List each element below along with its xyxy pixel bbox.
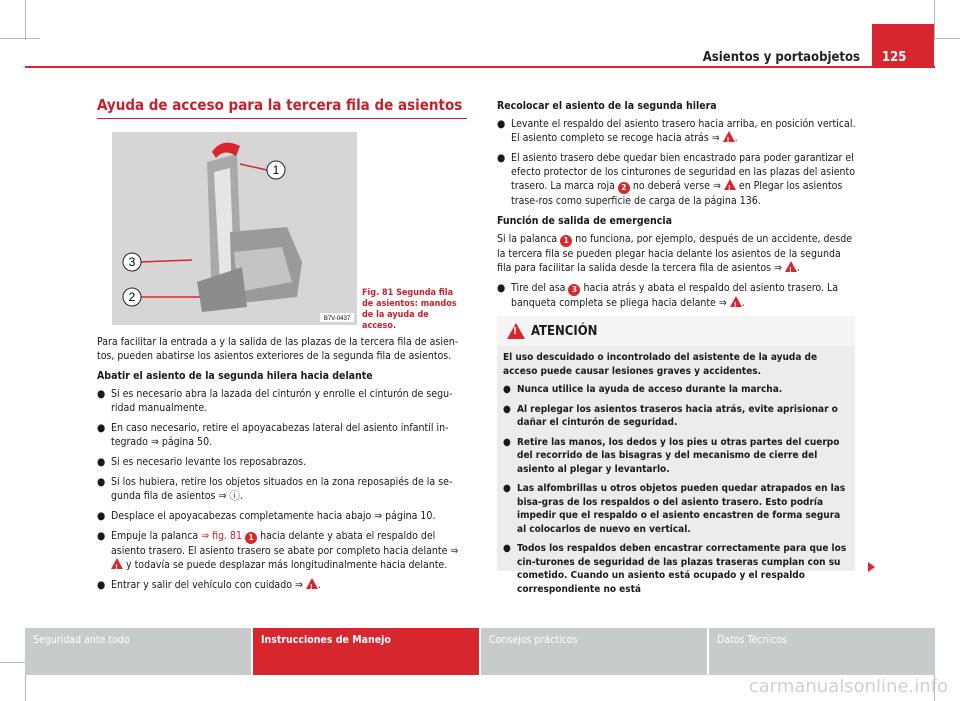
warning-text (503, 351, 851, 602)
warning-item: ● Nunca utilice la ayuda de acceso durante la marcha. (503, 384, 783, 395)
warning-header (497, 316, 855, 346)
callout-number: 1 (560, 235, 572, 247)
header-rule (25, 66, 935, 68)
seat-figure (112, 132, 357, 325)
warning-icon (724, 179, 736, 190)
section-title: Ayuda de acceso para la tercera fila de asientos (97, 96, 463, 114)
callout-number: 3 (568, 284, 580, 296)
continue-arrow-icon (868, 562, 875, 572)
page-number: 125 (882, 50, 907, 65)
list-item: ● Si es necesario abra la lazada del cinturón y enrolle el cinturón de segu-ridad manualmente. (97, 388, 453, 414)
figure-label: 3 (128, 255, 136, 269)
figure-link[interactable]: ⇒ fig. 81 (201, 530, 243, 542)
warning-item: ● Retire las manos, los dedos y los pies u otras partes del cuerpo del recorrido de las bisagras y del mecanismo de cierre del asiento al plegar y levantarlo. (503, 436, 840, 475)
warning-icon (306, 578, 318, 589)
warning-title: ATENCIÓN (531, 324, 598, 339)
callout-number: 1 (245, 532, 257, 544)
warning-item: ● Las alfombrillas u otros objetos pueden quedar atrapados en las bisa-gras de los respaldos o del asiento trasero. Esto podría impedir que el respaldo o el asiento encastren de forma segura al colocarlos de nuevo en vertical. (503, 483, 846, 535)
footer-tabs (25, 628, 935, 675)
list-item: ● Levante el respaldo del asiento trasero hacia arriba, en posición vertical. El asiento completo se recoge hacia atrás ⇒ ! . (497, 117, 857, 145)
footer-tab-seguridad[interactable]: Seguridad ante todo (25, 628, 251, 675)
list-item: ● El asiento trasero debe quedar bien encastrado para poder garantizar el efecto protector de los cinturones de seguridad en las plazas del asiento trasero. La marca roja 2 no deberá verse ⇒ ! en Plegar los asientos trase-ros como superficie de carga de la página 136. (497, 151, 857, 208)
warning-triangle-icon (507, 323, 525, 339)
info-icon: ⓘ (229, 490, 240, 502)
footer-tab-datos[interactable]: Datos Técnicos (709, 628, 935, 675)
warning-icon (111, 558, 123, 569)
figure-label: 1 (272, 163, 280, 177)
warning-intro: El uso descuidado o incontrolado del asistente de la ayuda de acceso puede causar lesiones graves y accidentes. (503, 352, 818, 377)
footer-tab-consejos[interactable]: Consejos prácticos (481, 628, 707, 675)
callout-number: 2 (618, 182, 630, 194)
seat-illustration (112, 132, 357, 325)
right-column (497, 99, 857, 316)
title-rule (97, 118, 467, 119)
figure-caption: Fig. 81 Segunda fila de asientos: mandos de la ayuda de acceso. (362, 288, 457, 331)
crop-mark (25, 0, 26, 40)
warning-icon (730, 296, 742, 307)
footer-tab-instrucciones[interactable]: Instrucciones de Manejo (253, 628, 479, 675)
warning-box (497, 316, 855, 595)
list-item: ● Si los hubiera, retire los objetos situados en la zona reposapiés de la se-gunda fila de asientos ⇒ ⓘ. (97, 476, 453, 502)
list-item: ● Entrar y salir del vehículo con cuidado ⇒ ! . (97, 578, 469, 592)
list-item: ● En caso necesario, retire el apoyacabezas lateral del asiento infantil in-tegrado ⇒ página 50. (97, 422, 449, 448)
subheading: Abatir el asiento de la segunda hilera hacia delante (97, 370, 373, 382)
list-item: ● Empuje la palanca ⇒ fig. 81 1 hacia delante y abata el respaldo del asiento trasero. El asiento trasero se abate por completo hacia delante ⇒ ! y todavía se puede desplazar más longitudinalmente hacia delante. (97, 529, 469, 572)
figure-code: B7V-0437 (323, 316, 351, 322)
warning-icon (785, 261, 797, 272)
subheading: Recolocar el asiento de la segunda hilera (497, 100, 717, 112)
warning-item: ● Al replegar los asientos traseros hacia atrás, evite aprisionar o dañar el cinturón de seguridad. (503, 403, 838, 428)
list-item: ● Desplace el apoyacabezas completamente hacia abajo ⇒ página 10. (97, 510, 436, 522)
page-number-tab (872, 24, 934, 68)
warning-item: ● Todos los respaldos deben encastrar correctamente para que los cin-turones de seguridad de las plazas traseras cumplan con su cometido. Cuando un asiento está ocupado y el respaldo correspondiente no está (503, 543, 847, 595)
list-item: ● Tire del asa 3 hacia atrás y abata el respaldo del asiento trasero. La banqueta completa se pliega hacia delante ⇒ ! . (497, 281, 857, 310)
warning-icon (723, 131, 735, 142)
crop-mark (0, 38, 40, 39)
intro-paragraph: Para facilitar la entrada a y la salida de las plazas de la tercera fila de asien-tos, pueden abatirse los asientos exteriores de la segunda fila de asientos. (97, 336, 459, 362)
list-item: ● Si es necesario levante los reposabrazos. (97, 456, 307, 468)
paragraph: Si la palanca 1 no funciona, por ejemplo, después de un accidente, desde la tercera fila se pueden plegar hacia delante los asientos de la segunda fila para facilitar la salida desde la tercera fila de asientos ⇒ ! . (497, 232, 857, 275)
watermark: carmanualsonline.info (748, 676, 948, 697)
chapter-title: Asientos y portaobjetos (702, 50, 860, 65)
figure-label: 2 (128, 290, 136, 304)
crop-mark (934, 0, 935, 40)
subheading: Función de salida de emergencia (497, 215, 672, 227)
left-column (97, 335, 469, 598)
